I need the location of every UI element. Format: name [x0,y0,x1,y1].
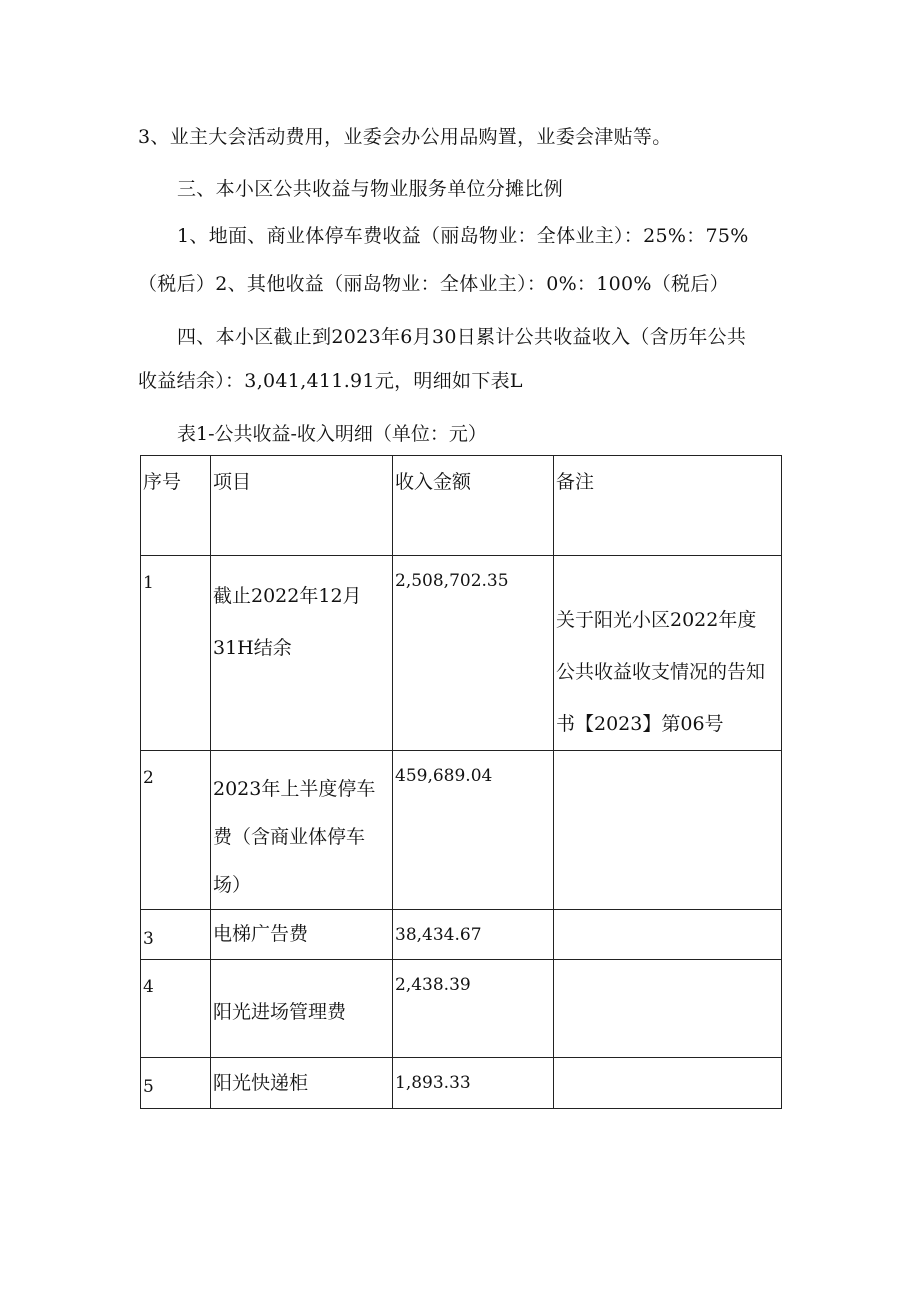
row-item: 阳光快递柜 [211,1058,393,1109]
header-cell-note: 备注 [554,456,782,556]
row-amount: 38,434.67 [393,910,554,960]
row-number: 3 [141,910,211,960]
table-row [141,910,782,960]
paragraph-expense-item-3: 3、业主大会活动费用，业委会办公用品购置，业委会津贴等。 [138,126,672,148]
header-cell-amount: 收入金额 [393,456,554,556]
table-row [141,960,782,1058]
row-item-line: 场） [213,874,252,896]
row-number: 4 [141,960,211,1058]
table-header-row [141,456,782,556]
row-item: 电梯广告费 [211,910,393,960]
table-row [141,1058,782,1109]
row-item: 阳光进场管理费 [211,960,393,1058]
paragraph-cumulative-income-total: 收益结余）：3,041,411.91元，明细如下表L [138,370,523,392]
row-note-line: 书【2023】第06号 [556,713,724,735]
row-item [211,751,393,910]
table-caption: 表1-公共收益-收入明细（单位：元） [177,423,487,445]
row-number: 1 [141,556,211,751]
row-number: 5 [141,1058,211,1109]
section-heading-cumulative-income: 四、本小区截止到2023年6月30日累计公共收益收入（含历年公共 [177,326,747,348]
header-cell-no: 序号 [141,456,211,556]
row-note [554,910,782,960]
row-item-line: 截止2022年12月 [213,585,362,607]
table-row [141,556,782,751]
row-note [554,960,782,1058]
row-amount: 1,893.33 [393,1058,554,1109]
row-number: 2 [141,751,211,910]
row-item-line: 费（含商业体停车 [213,826,366,848]
paragraph-other-revenue-share: （税后）2、其他收益（丽岛物业：全体业主）：0%：100%（税后） [138,273,729,295]
income-detail-table [140,455,782,1109]
row-amount: 459,689.04 [393,751,554,910]
row-note [554,1058,782,1109]
row-note-line: 关于阳光小区2022年度 [556,609,757,631]
table-row [141,751,782,910]
row-item-line: 31H结余 [213,637,292,659]
paragraph-parking-revenue-share: 1、地面、商业体停车费收益（丽岛物业：全体业主）：25%：75% [177,225,749,247]
section-heading-revenue-share: 三、本小区公共收益与物业服务单位分摊比例 [177,178,564,200]
row-note [554,556,782,751]
header-cell-item: 项目 [211,456,393,556]
row-amount: 2,508,702.35 [393,556,554,751]
row-amount: 2,438.39 [393,960,554,1058]
row-item [211,556,393,751]
row-item-line: 2023年上半度停车 [213,778,376,800]
row-note [554,751,782,910]
row-note-line: 公共收益收支情况的告知 [556,661,766,683]
